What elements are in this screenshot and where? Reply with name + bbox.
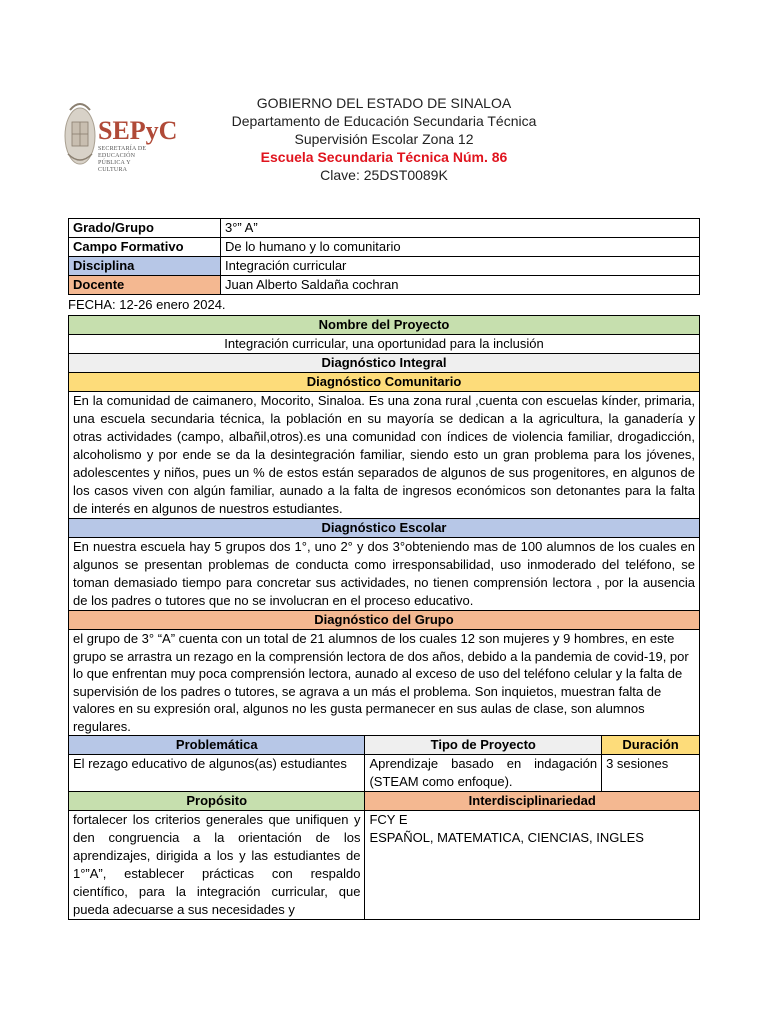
document-header	[190, 94, 578, 184]
proposito-value: fortalecer los criterios generales que unifiquen y den congruencia a la orientación de los aprendizajes, dirigida a los y las estudiantes de 1°”A”, establecer prácticas con respaldo científico, para la integración curricular, que pueda adecuarse a sus necesidades y	[69, 811, 365, 920]
header-supervision: Supervisión Escolar Zona 12	[294, 131, 474, 147]
disciplina-value: Integración curricular	[221, 257, 700, 276]
campo-label: Campo Formativo	[69, 238, 221, 257]
table-row	[69, 257, 700, 276]
comunitario-header: Diagnóstico Comunitario	[69, 373, 700, 392]
logo-name: SEPyC	[98, 116, 178, 145]
header-government: GOBIERNO DEL ESTADO DE SINALOA	[256, 95, 512, 111]
problematica-value: El rezago educativo de algunos(as) estudiantes	[69, 755, 365, 792]
fecha: FECHA: 12-26 enero 2024.	[68, 297, 226, 312]
proyecto-value: Integración curricular, una oportunidad para la inclusión	[69, 335, 700, 354]
logo-subtitle: SECRETARÍA DE EDUCACIÓN PÚBLICA Y CULTURA	[98, 146, 147, 173]
disciplina-label: Disciplina	[69, 257, 221, 276]
proposito-header: Propósito	[69, 792, 365, 811]
sepyc-logo	[62, 96, 192, 173]
docente-label: Docente	[69, 276, 221, 295]
problematica-header: Problemática	[69, 736, 365, 755]
interdisciplinariedad-line1: FCY E	[369, 812, 408, 827]
campo-value: De lo humano y lo comunitario	[221, 238, 700, 257]
grado-value: 3°” A”	[221, 219, 700, 238]
duracion-value: 3 sesiones	[602, 755, 700, 792]
info-table	[68, 218, 700, 295]
table-row	[69, 276, 700, 295]
header-school: Escuela Secundaria Técnica Núm. 86	[260, 149, 508, 165]
docente-value: Juan Alberto Saldaña cochran	[221, 276, 700, 295]
escolar-header: Diagnóstico Escolar	[69, 519, 700, 538]
interdisciplinariedad-value	[365, 811, 700, 920]
grupo-text: el grupo de 3° “A” cuenta con un total de 21 alumnos de los cuales 12 son mujeres y 9 hombres, en este grupo se arrastra un rezago en la comprensión lectora de dos años, debido a la pandemia de covid-19, por lo que enfrentan muy poca comprensión lectora, aunado al exceso de uso del teléfono celular y la falta de supervisión de los padres o tutores, se agrava a un más el problema. Son inquietos, muestran falta de valores en su expresión oral, algunos no les gusta permanecer en sus aulas de clase, son alumnos regulares.	[69, 630, 700, 736]
comunitario-text: En la comunidad de caimanero, Mocorito, Sinaloa. Es una zona rural ,cuenta con escuelas kínder, primaria, una escuela secundaria técnica, la población en su mayoría se dedican a la agricultura, la ganadería y otras actividades (campo, albañil,otros).es una comunidad con índices de violencia familiar, drogadicción, alcoholismo y por ende se da la desintegración familiar, siendo esto un gran problema para los jóvenes, adolescentes y niños, pues un % de estos están separados de algunos de sus progenitores, en algunos de los casos viven con algún familiar, aunado a la falta de ingresos económicos son detonantes para la falta de interés en algunos de nuestros estudiantes.	[69, 392, 700, 519]
diagnostico-integral-header: Diagnóstico Integral	[69, 354, 700, 373]
tipo-proyecto-header: Tipo de Proyecto	[365, 736, 602, 755]
tipo-proyecto-value: Aprendizaje basado en indagación (STEAM como enfoque).	[365, 755, 602, 792]
project-table	[68, 315, 700, 920]
escolar-text: En nuestra escuela hay 5 grupos dos 1°, uno 2° y dos 3°obteniendo mas de 100 alumnos de los cuales en algunos se presentan problemas de conducta como irresponsabilidad, uso inmoderado del teléfono, se toman demasiado tiempo para concretar sus actividades, no tienen comprensión lectora , por la ausencia de los padres o tutores que no se involucran en el proceso educativo.	[69, 538, 700, 611]
proyecto-header: Nombre del Proyecto	[69, 316, 700, 335]
table-row	[69, 219, 700, 238]
interdisciplinariedad-line2: ESPAÑOL, MATEMATICA, CIENCIAS, INGLES	[369, 830, 644, 845]
coat-of-arms-icon	[62, 96, 98, 168]
grupo-header: Diagnóstico del Grupo	[69, 611, 700, 630]
interdisciplinariedad-header: Interdisciplinariedad	[365, 792, 700, 811]
header-department: Departamento de Educación Secundaria Técnica	[231, 113, 537, 129]
table-row	[69, 238, 700, 257]
header-clave: Clave: 25DST0089K	[320, 167, 448, 183]
grado-label: Grado/Grupo	[69, 219, 221, 238]
duracion-header: Duración	[602, 736, 700, 755]
